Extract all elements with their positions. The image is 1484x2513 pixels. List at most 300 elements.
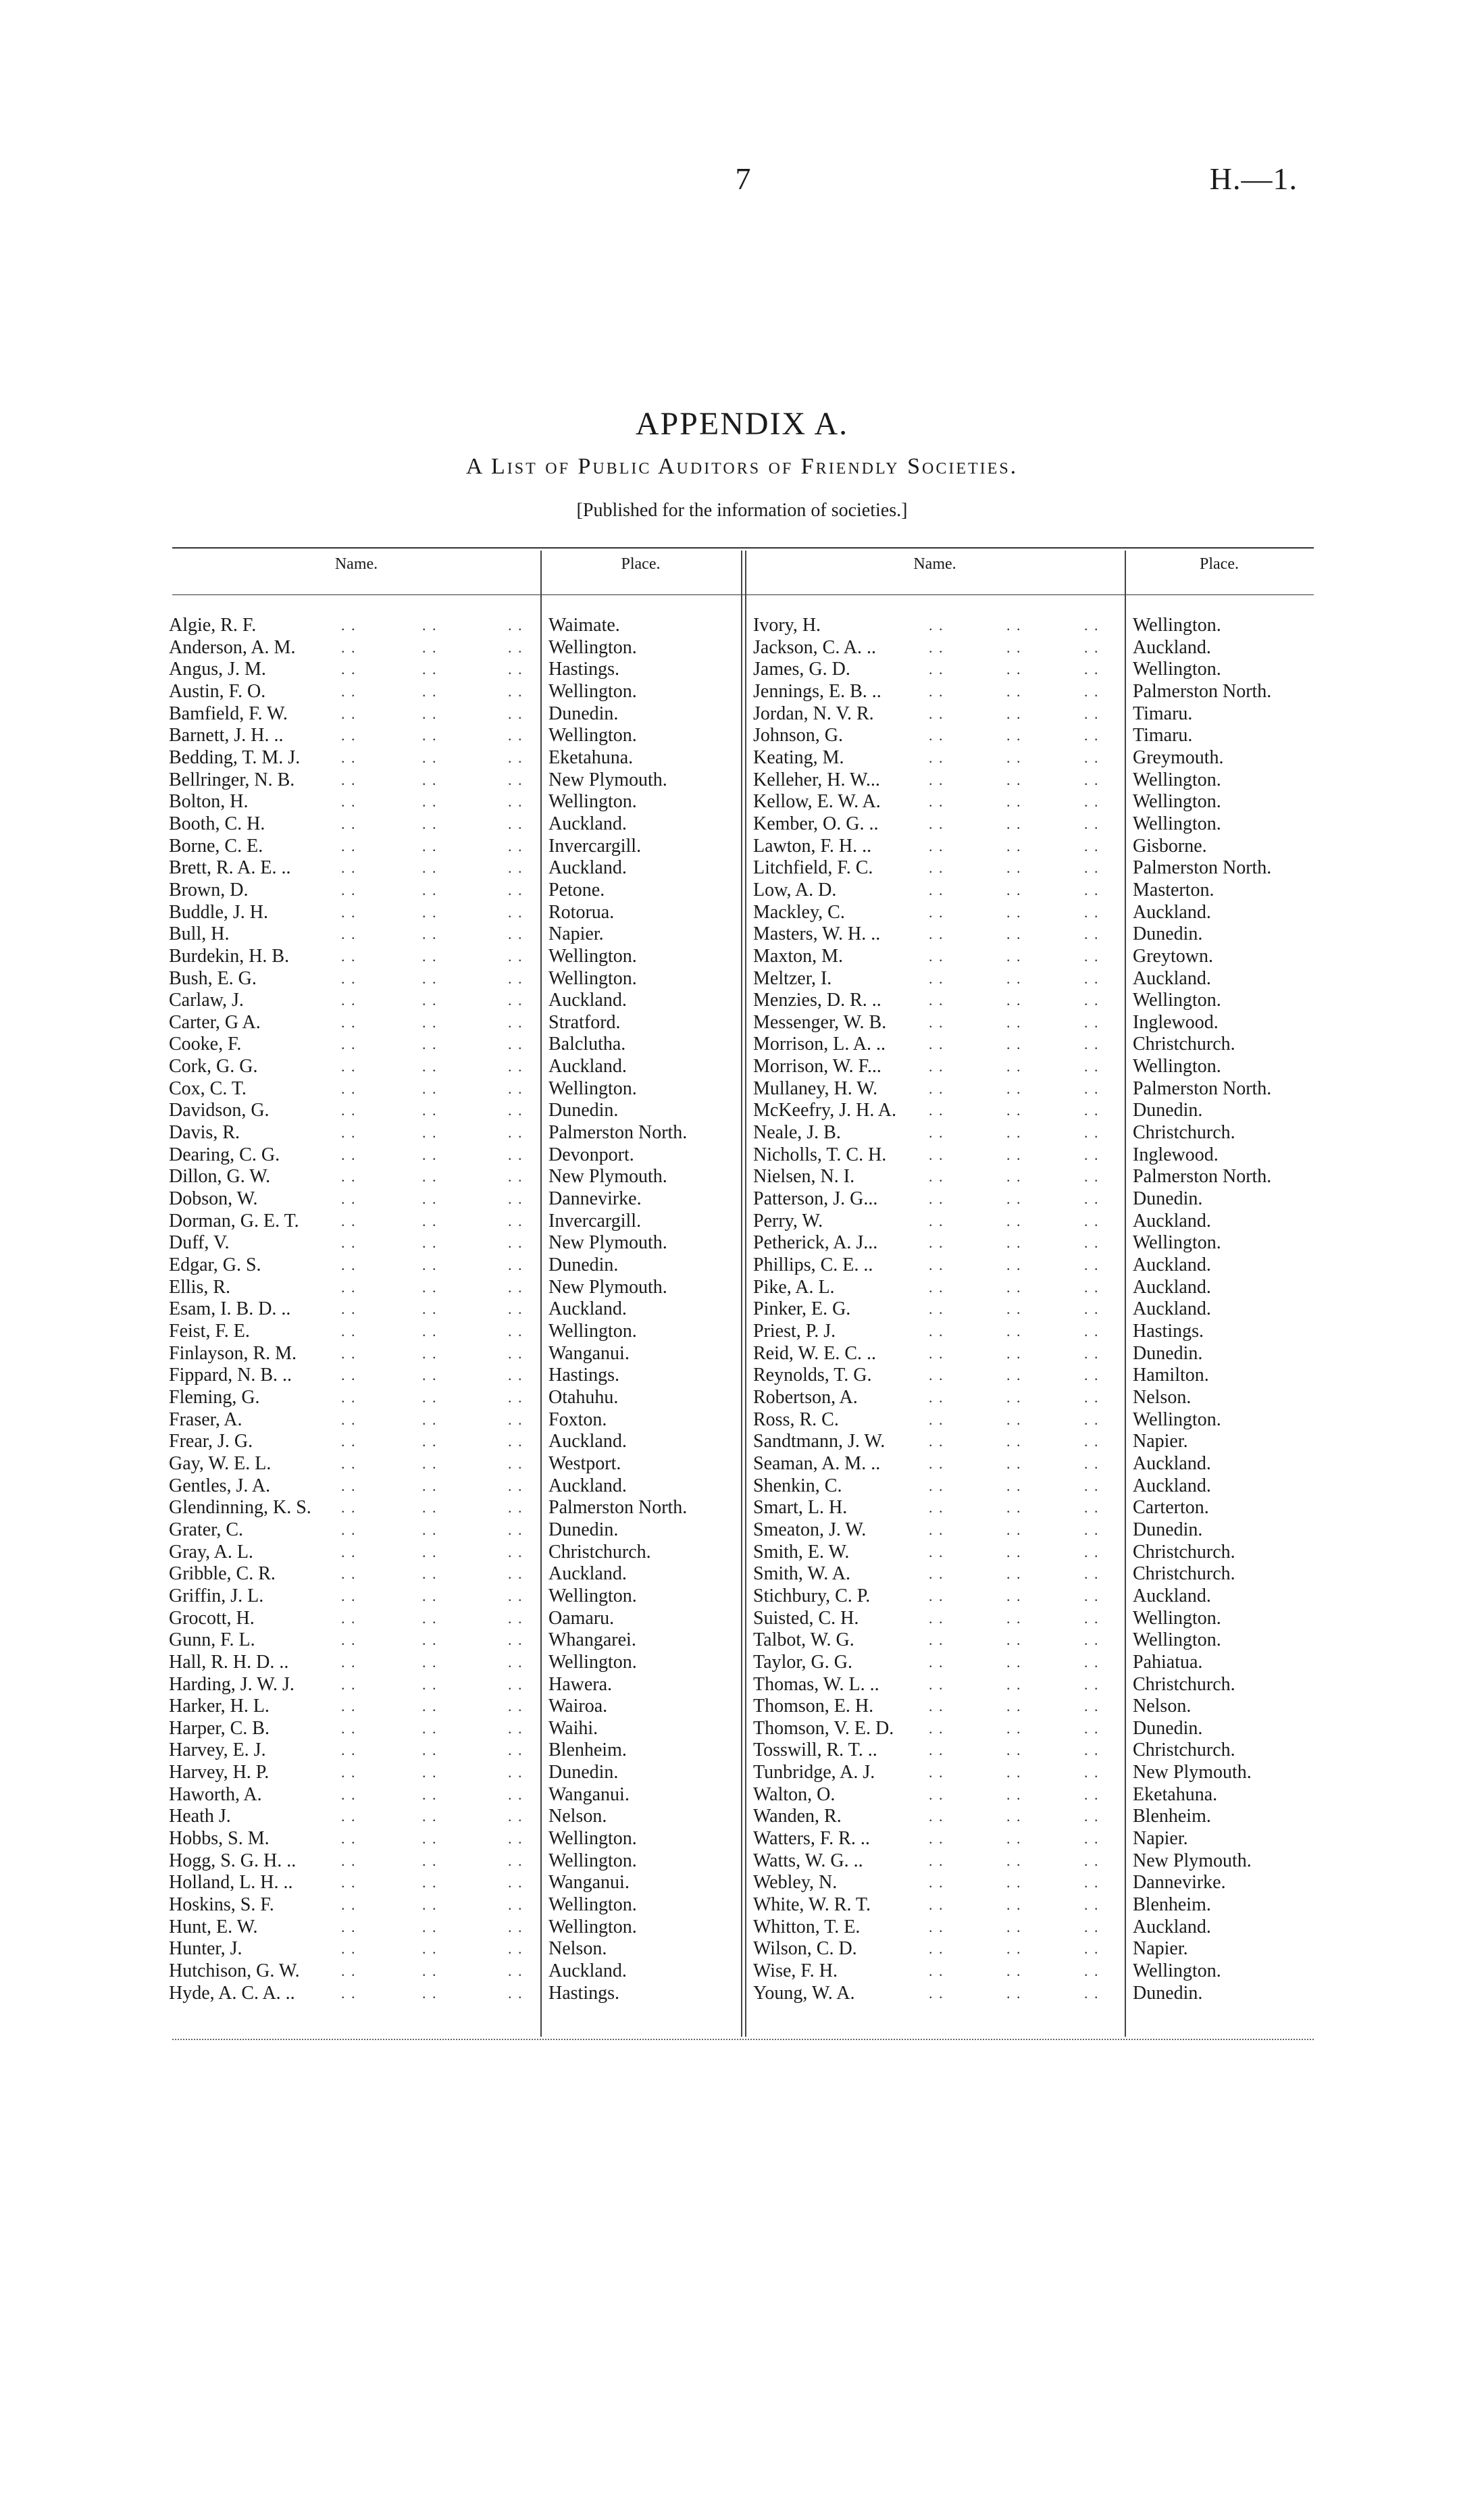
- auditor-place: Christchurch.: [1133, 1740, 1235, 1761]
- auditor-place: Dunedin.: [1133, 1717, 1203, 1739]
- auditor-name: Jennings, E. B. ..: [753, 680, 881, 702]
- auditor-name: Hunt, E. W.: [169, 1916, 258, 1937]
- table-row: [0, 1298, 1484, 1321]
- auditor-name: Jordan, N. V. R.: [753, 703, 874, 724]
- auditor-place: Auckland.: [1133, 967, 1211, 989]
- table-row: [0, 659, 1484, 681]
- leader-dots: . .: [341, 992, 357, 1009]
- auditor-name: Hobbs, S. M.: [169, 1828, 270, 1850]
- leader-dots: . .: [341, 1609, 357, 1627]
- auditor-place: Auckland.: [548, 813, 627, 834]
- leader-dots: . .: [1084, 1433, 1100, 1450]
- auditor-name: Haworth, A.: [169, 1783, 262, 1805]
- auditor-name: Hall, R. H. D. ..: [169, 1651, 289, 1673]
- table-top-rule: [172, 547, 1314, 549]
- auditor-name: Fraser, A.: [169, 1408, 242, 1430]
- leader-dots: . .: [929, 1300, 944, 1318]
- leader-dots: . .: [1006, 1013, 1022, 1031]
- table-row: [0, 1629, 1484, 1652]
- auditor-name: Ellis, R.: [169, 1276, 231, 1298]
- leader-dots: . .: [422, 1323, 438, 1340]
- auditor-name: Cork, G. G.: [169, 1056, 258, 1077]
- leader-dots: . .: [422, 1962, 438, 1980]
- leader-dots: . .: [341, 1675, 357, 1693]
- table-row: [0, 990, 1484, 1012]
- auditor-place: Auckland.: [1133, 1210, 1211, 1232]
- leader-dots: . .: [341, 1411, 357, 1428]
- table-row: [0, 1542, 1484, 1564]
- leader-dots: . .: [929, 638, 944, 656]
- table-row: [0, 1784, 1484, 1806]
- auditor-place: Carterton.: [1133, 1497, 1209, 1519]
- leader-dots: . .: [1006, 1058, 1022, 1075]
- table-row: [0, 1409, 1484, 1431]
- leader-dots: . .: [1006, 705, 1022, 722]
- leader-dots: . .: [1084, 1565, 1100, 1583]
- auditor-place: Palmerston North.: [548, 1497, 688, 1519]
- auditor-name: Walton, O.: [753, 1783, 836, 1805]
- page-number: 7: [735, 161, 751, 196]
- leader-dots: . .: [1006, 1962, 1022, 1980]
- auditor-place: Oamaru.: [548, 1607, 615, 1629]
- leader-dots: . .: [1084, 1543, 1100, 1560]
- table-row: [0, 968, 1484, 990]
- leader-dots: . .: [1006, 1830, 1022, 1848]
- table-row: [0, 946, 1484, 968]
- leader-dots: . .: [341, 1940, 357, 1958]
- auditor-place: Blenheim.: [548, 1740, 627, 1761]
- leader-dots: . .: [341, 947, 357, 965]
- leader-dots: . .: [341, 771, 357, 788]
- auditor-name: Nielsen, N. I.: [753, 1166, 855, 1188]
- table-row: [0, 1960, 1484, 1983]
- leader-dots: . .: [508, 1830, 523, 1848]
- auditor-place: Wellington.: [548, 636, 637, 658]
- leader-dots: . .: [929, 815, 944, 832]
- leader-dots: . .: [508, 617, 523, 634]
- leader-dots: . .: [1084, 1609, 1100, 1627]
- auditor-name: Bolton, H.: [169, 791, 249, 813]
- leader-dots: . .: [422, 1543, 438, 1560]
- leader-dots: . .: [929, 881, 944, 898]
- leader-dots: . .: [1006, 1124, 1022, 1142]
- auditor-name: Smeaton, J. W.: [753, 1519, 867, 1540]
- leader-dots: . .: [341, 1808, 357, 1825]
- leader-dots: . .: [422, 1300, 438, 1318]
- table-row: [0, 1850, 1484, 1873]
- leader-dots: . .: [1006, 1036, 1022, 1053]
- leader-dots: . .: [422, 1698, 438, 1715]
- leader-dots: . .: [508, 1080, 523, 1097]
- leader-dots: . .: [929, 1477, 944, 1494]
- leader-dots: . .: [1084, 1080, 1100, 1097]
- auditor-place: Inglewood.: [1133, 1011, 1219, 1033]
- leader-dots: . .: [1084, 1653, 1100, 1671]
- table-row: [0, 681, 1484, 703]
- leader-dots: . .: [422, 969, 438, 987]
- leader-dots: . .: [1084, 1124, 1100, 1142]
- auditor-name: Harvey, H. P.: [169, 1762, 270, 1783]
- leader-dots: . .: [1084, 992, 1100, 1009]
- auditor-name: Ross, R. C.: [753, 1408, 839, 1430]
- auditor-place: Wairoa.: [548, 1696, 608, 1717]
- table-row: [0, 1475, 1484, 1498]
- auditor-name: Lawton, F. H. ..: [753, 835, 872, 857]
- leader-dots: . .: [929, 903, 944, 921]
- leader-dots: . .: [1006, 1212, 1022, 1229]
- auditor-place: Dunedin.: [1133, 1188, 1203, 1210]
- leader-dots: . .: [1006, 1918, 1022, 1935]
- leader-dots: . .: [508, 1940, 523, 1958]
- auditor-place: Auckland.: [548, 1960, 627, 1982]
- leader-dots: . .: [422, 793, 438, 811]
- leader-dots: . .: [341, 705, 357, 722]
- table-bottom-rule: [172, 2039, 1314, 2040]
- leader-dots: . .: [929, 1256, 944, 1274]
- auditor-name: Bull, H.: [169, 923, 230, 945]
- auditor-name: Bamfield, F. W.: [169, 703, 288, 724]
- auditor-place: Auckland.: [548, 990, 627, 1011]
- leader-dots: . .: [508, 1675, 523, 1693]
- auditor-name: Fleming, G.: [169, 1386, 260, 1408]
- leader-dots: . .: [1084, 617, 1100, 634]
- auditor-name: Buddle, J. H.: [169, 901, 268, 923]
- leader-dots: . .: [1006, 1984, 1022, 2002]
- auditor-place: Auckland.: [1133, 1916, 1211, 1937]
- leader-dots: . .: [422, 661, 438, 678]
- auditor-place: Wellington.: [1133, 791, 1221, 813]
- auditor-place: Foxton.: [548, 1408, 607, 1430]
- leader-dots: . .: [341, 1256, 357, 1274]
- table-row: [0, 1696, 1484, 1718]
- appendix-title: APPENDIX A.: [635, 406, 849, 442]
- leader-dots: . .: [341, 969, 357, 987]
- auditor-list: [0, 615, 1484, 2004]
- leader-dots: . .: [422, 1521, 438, 1538]
- auditor-name: Jackson, C. A. ..: [753, 636, 876, 658]
- auditor-name: Frear, J. G.: [169, 1431, 253, 1452]
- auditor-place: Nelson.: [548, 1938, 607, 1960]
- auditor-place: Dunedin.: [1133, 1100, 1203, 1121]
- auditor-name: Morrison, W. F...: [753, 1056, 881, 1077]
- table-row: [0, 1894, 1484, 1917]
- leader-dots: . .: [422, 1675, 438, 1693]
- leader-dots: . .: [508, 1609, 523, 1627]
- leader-dots: . .: [422, 1830, 438, 1848]
- auditor-name: Brett, R. A. E. ..: [169, 857, 291, 879]
- leader-dots: . .: [422, 1124, 438, 1142]
- auditor-place: Waihi.: [548, 1717, 598, 1739]
- leader-dots: . .: [1084, 748, 1100, 766]
- leader-dots: . .: [1084, 1830, 1100, 1848]
- auditor-place: Hamilton.: [1133, 1365, 1209, 1386]
- auditor-place: Napier.: [1133, 1938, 1188, 1960]
- auditor-place: Dunedin.: [548, 1100, 619, 1121]
- auditor-name: Stichbury, C. P.: [753, 1585, 871, 1606]
- auditor-name: Bellringer, N. B.: [169, 769, 295, 790]
- leader-dots: . .: [341, 682, 357, 700]
- leader-dots: . .: [422, 1344, 438, 1362]
- leader-dots: . .: [341, 1477, 357, 1494]
- leader-dots: . .: [929, 1719, 944, 1737]
- auditor-name: Seaman, A. M. ..: [753, 1452, 881, 1474]
- auditor-name: Kelleher, H. W...: [753, 769, 880, 790]
- auditor-place: Devonport.: [548, 1144, 634, 1165]
- leader-dots: . .: [341, 1984, 357, 2002]
- leader-dots: . .: [422, 1742, 438, 1759]
- leader-dots: . .: [929, 1742, 944, 1759]
- leader-dots: . .: [422, 1212, 438, 1229]
- auditor-place: Wellington.: [548, 680, 637, 702]
- leader-dots: . .: [1006, 1719, 1022, 1737]
- leader-dots: . .: [929, 771, 944, 788]
- leader-dots: . .: [341, 1543, 357, 1560]
- auditor-place: Greytown.: [1133, 945, 1213, 967]
- leader-dots: . .: [508, 1323, 523, 1340]
- leader-dots: . .: [1006, 1896, 1022, 1914]
- table-row: [0, 1917, 1484, 1939]
- leader-dots: . .: [1084, 727, 1100, 744]
- leader-dots: . .: [341, 1036, 357, 1053]
- auditor-name: Meltzer, I.: [753, 967, 832, 989]
- auditor-name: Masters, W. H. ..: [753, 923, 881, 945]
- leader-dots: . .: [341, 1719, 357, 1737]
- leader-dots: . .: [508, 1565, 523, 1583]
- leader-dots: . .: [508, 1058, 523, 1075]
- leader-dots: . .: [1084, 1168, 1100, 1186]
- auditor-name: Fippard, N. B. ..: [169, 1365, 292, 1386]
- auditor-place: Invercargill.: [548, 835, 642, 857]
- leader-dots: . .: [1006, 1454, 1022, 1472]
- table-row: [0, 1585, 1484, 1608]
- leader-dots: . .: [508, 1543, 523, 1560]
- leader-dots: . .: [1084, 815, 1100, 832]
- leader-dots: . .: [1084, 1102, 1100, 1119]
- table-row: [0, 923, 1484, 946]
- auditor-name: Thomson, E. H.: [753, 1696, 874, 1717]
- table-row: [0, 1806, 1484, 1828]
- auditor-place: Gisborne.: [1133, 835, 1207, 857]
- leader-dots: . .: [508, 815, 523, 832]
- leader-dots: . .: [1006, 1609, 1022, 1627]
- leader-dots: . .: [1006, 1874, 1022, 1892]
- auditor-name: Keating, M.: [753, 746, 844, 768]
- leader-dots: . .: [422, 1168, 438, 1186]
- leader-dots: . .: [508, 1411, 523, 1428]
- leader-dots: . .: [1084, 1785, 1100, 1803]
- auditor-name: Whitton, T. E.: [753, 1916, 861, 1937]
- table-row: [0, 1034, 1484, 1056]
- leader-dots: . .: [508, 1344, 523, 1362]
- auditor-name: Mullaney, H. W.: [753, 1077, 878, 1099]
- leader-dots: . .: [422, 1874, 438, 1892]
- auditor-place: Christchurch.: [1133, 1122, 1235, 1144]
- leader-dots: . .: [1006, 1675, 1022, 1693]
- auditor-place: Wellington.: [548, 1916, 637, 1937]
- leader-dots: . .: [422, 682, 438, 700]
- leader-dots: . .: [341, 1874, 357, 1892]
- leader-dots: . .: [508, 1499, 523, 1517]
- leader-dots: . .: [1006, 617, 1022, 634]
- leader-dots: . .: [422, 1940, 438, 1958]
- leader-dots: . .: [341, 1918, 357, 1935]
- auditor-place: Napier.: [1133, 1828, 1188, 1850]
- auditor-name: Cox, C. T.: [169, 1077, 247, 1099]
- leader-dots: . .: [1084, 1256, 1100, 1274]
- leader-dots: . .: [929, 1631, 944, 1649]
- auditor-place: Stratford.: [548, 1011, 621, 1033]
- leader-dots: . .: [341, 1168, 357, 1186]
- leader-dots: . .: [1006, 859, 1022, 877]
- leader-dots: . .: [1006, 682, 1022, 700]
- auditor-name: Watts, W. G. ..: [753, 1850, 863, 1871]
- leader-dots: . .: [341, 1454, 357, 1472]
- auditor-name: Borne, C. E.: [169, 835, 263, 857]
- auditor-place: Dunedin.: [1133, 1982, 1203, 2004]
- leader-dots: . .: [1006, 1477, 1022, 1494]
- leader-dots: . .: [929, 1962, 944, 1980]
- leader-dots: . .: [1006, 1543, 1022, 1560]
- auditor-name: Wilson, C. D.: [753, 1938, 857, 1960]
- auditor-name: Patterson, J. G...: [753, 1188, 878, 1210]
- leader-dots: . .: [1006, 815, 1022, 832]
- leader-dots: . .: [508, 969, 523, 987]
- leader-dots: . .: [1084, 1962, 1100, 1980]
- leader-dots: . .: [1084, 771, 1100, 788]
- leader-dots: . .: [422, 1477, 438, 1494]
- auditor-place: Auckland.: [548, 1563, 627, 1585]
- leader-dots: . .: [422, 1984, 438, 2002]
- leader-dots: . .: [1084, 1587, 1100, 1604]
- auditor-place: Hastings.: [548, 659, 619, 680]
- leader-dots: . .: [508, 1036, 523, 1053]
- leader-dots: . .: [1006, 837, 1022, 855]
- leader-dots: . .: [1006, 1323, 1022, 1340]
- leader-dots: . .: [1084, 1411, 1100, 1428]
- auditor-name: Holland, L. H. ..: [169, 1872, 293, 1894]
- leader-dots: . .: [508, 859, 523, 877]
- auditor-place: Wellington.: [1133, 990, 1221, 1011]
- leader-dots: . .: [1006, 727, 1022, 744]
- table-row: [0, 1497, 1484, 1519]
- auditor-place: Dannevirke.: [548, 1188, 642, 1210]
- leader-dots: . .: [341, 1367, 357, 1384]
- table-row: [0, 813, 1484, 836]
- leader-dots: . .: [929, 1036, 944, 1053]
- leader-dots: . .: [422, 1808, 438, 1825]
- table-row: [0, 1718, 1484, 1740]
- leader-dots: . .: [929, 748, 944, 766]
- auditor-name: Edgar, G. S.: [169, 1254, 261, 1276]
- leader-dots: . .: [508, 1587, 523, 1604]
- auditor-place: Wellington.: [1133, 813, 1221, 834]
- auditor-place: Eketahuna.: [548, 746, 634, 768]
- leader-dots: . .: [1084, 1521, 1100, 1538]
- leader-dots: . .: [341, 1764, 357, 1781]
- auditor-place: Wellington.: [1133, 1232, 1221, 1254]
- leader-dots: . .: [341, 1653, 357, 1671]
- auditor-place: Wanganui.: [548, 1342, 630, 1364]
- auditor-place: Auckland.: [1133, 901, 1211, 923]
- leader-dots: . .: [341, 815, 357, 832]
- auditor-name: Grocott, H.: [169, 1607, 255, 1629]
- leader-dots: . .: [1084, 837, 1100, 855]
- table-row: [0, 1762, 1484, 1784]
- table-row: [0, 857, 1484, 880]
- auditor-name: Kember, O. G. ..: [753, 813, 879, 834]
- leader-dots: . .: [929, 705, 944, 722]
- leader-dots: . .: [508, 1013, 523, 1031]
- leader-dots: . .: [1084, 1764, 1100, 1781]
- leader-dots: . .: [1006, 1344, 1022, 1362]
- leader-dots: . .: [508, 1433, 523, 1450]
- leader-dots: . .: [422, 1587, 438, 1604]
- leader-dots: . .: [422, 748, 438, 766]
- leader-dots: . .: [1084, 1212, 1100, 1229]
- auditor-place: Auckland.: [1133, 1475, 1211, 1496]
- leader-dots: . .: [929, 1080, 944, 1097]
- leader-dots: . .: [1084, 1234, 1100, 1252]
- table-row: [0, 1122, 1484, 1144]
- leader-dots: . .: [929, 1124, 944, 1142]
- leader-dots: . .: [508, 1256, 523, 1274]
- leader-dots: . .: [508, 1852, 523, 1869]
- auditor-place: Wellington.: [1133, 615, 1221, 636]
- auditor-name: Smith, E. W.: [753, 1541, 850, 1563]
- leader-dots: . .: [341, 1521, 357, 1538]
- auditor-name: Angus, J. M.: [169, 659, 266, 680]
- auditor-name: Maxton, M.: [753, 945, 843, 967]
- auditor-place: Dunedin.: [548, 1519, 619, 1540]
- leader-dots: . .: [508, 682, 523, 700]
- leader-dots: . .: [1006, 1940, 1022, 1958]
- auditor-place: Pahiatua.: [1133, 1651, 1203, 1673]
- leader-dots: . .: [929, 1499, 944, 1517]
- publication-note: [Published for the information of societies.]: [576, 500, 908, 521]
- auditor-place: Whangarei.: [548, 1629, 636, 1651]
- auditor-name: Cooke, F.: [169, 1034, 242, 1055]
- leader-dots: . .: [341, 1852, 357, 1869]
- auditor-name: Gray, A. L.: [169, 1541, 253, 1563]
- leader-dots: . .: [1006, 947, 1022, 965]
- auditor-place: Eketahuna.: [1133, 1783, 1218, 1805]
- leader-dots: . .: [508, 1212, 523, 1229]
- leader-dots: . .: [422, 947, 438, 965]
- leader-dots: . .: [422, 1367, 438, 1384]
- leader-dots: . .: [1006, 793, 1022, 811]
- auditor-place: New Plymouth.: [548, 1276, 667, 1298]
- leader-dots: . .: [929, 1698, 944, 1715]
- leader-dots: . .: [1084, 1367, 1100, 1384]
- leader-dots: . .: [1084, 638, 1100, 656]
- leader-dots: . .: [422, 1080, 438, 1097]
- leader-dots: . .: [1006, 1565, 1022, 1583]
- leader-dots: . .: [1084, 925, 1100, 943]
- auditor-name: Thomson, V. E. D.: [753, 1717, 894, 1739]
- leader-dots: . .: [1006, 1080, 1022, 1097]
- leader-dots: . .: [1084, 1918, 1100, 1935]
- leader-dots: . .: [1084, 1278, 1100, 1296]
- leader-dots: . .: [422, 815, 438, 832]
- auditor-place: Dunedin.: [548, 1254, 619, 1276]
- leader-dots: . .: [929, 682, 944, 700]
- leader-dots: . .: [341, 638, 357, 656]
- table-row: [0, 791, 1484, 813]
- table-row: [0, 1232, 1484, 1254]
- table-row: [0, 1983, 1484, 2005]
- auditor-name: Finlayson, R. M.: [169, 1342, 297, 1364]
- leader-dots: . .: [1006, 1808, 1022, 1825]
